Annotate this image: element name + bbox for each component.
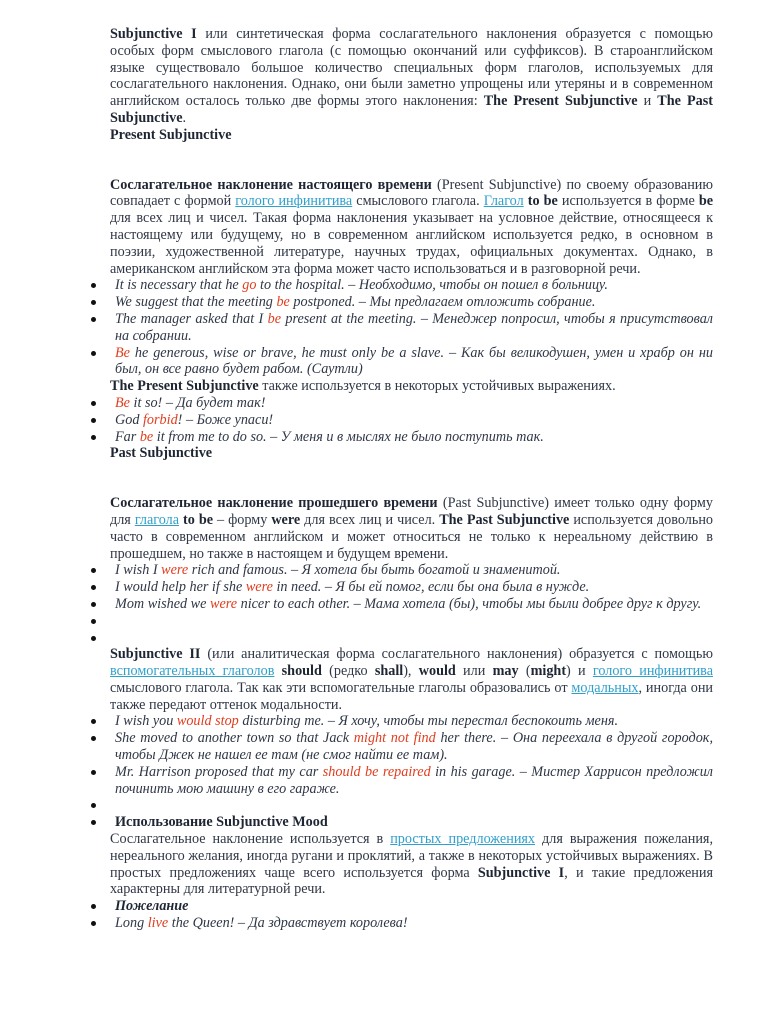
set-expressions-paragraph [110,378,713,395]
highlight-verb: might not find [353,730,436,747]
example-text: postponed. – Мы предлагаем отложить собрание. [289,294,596,311]
highlight-verb: be [276,294,290,311]
text: используется в форме [557,193,699,210]
example-text: We suggest that the meeting [115,294,277,311]
example-text: Mr. Harrison proposed that my car [115,763,323,780]
text: для выражения пожелания, нереального желания, иногда ругани и проклятий, а также в некоторых устойчивых выражениях. В простых предложениях чаще всего используется форма [110,831,713,881]
spacer [110,462,713,495]
example-item [110,596,713,613]
text: смыслового глагола. [352,193,484,210]
text: ) и [566,663,593,680]
text: используется довольно часто в современном английском и может относиться не только к нереальному действию в прошедшем, но также в настоящем и будущем времени. [110,511,714,562]
term: to be [183,511,214,528]
empty-list-item [110,630,713,647]
highlight-verb: were [161,562,189,579]
heading-present-subjunctive [110,127,713,144]
example-item [110,429,713,446]
example-text: her there. – Она переехала в другой городок, чтобы Джек не нашел ее там (не смог найти ее там). [115,730,713,764]
present-paragraph [110,177,713,278]
example-text: disturbing me. – Я хочу, чтобы ты перестал беспокоить меня. [238,713,619,730]
text: , иногда они также передают оттенок модальности. [110,679,714,713]
highlight-verb: be [139,428,154,445]
example-item [110,764,713,798]
example-text: in his garage. – Мистер Харрисон предложил починить мою машину в его гараже. [115,763,713,797]
example-text: it from me to do so. – У меня и в мыслях не было поступить так. [153,428,544,445]
heading-past-subjunctive [110,445,713,462]
example-item [110,579,713,596]
usage-heading-item [110,814,713,831]
term: be [698,193,713,210]
text: также используется в некоторых устойчивых выражениях. [258,378,616,395]
subjunctive-ii-examples-list [110,713,713,831]
example-item [110,412,713,429]
heading-text: Использование Subjunctive Mood [115,814,328,831]
text: (или аналитическая форма сослагательного наклонения) образуется с помощью [200,646,714,663]
text: (Past Subjunctive) имеет только одну форму для [110,495,713,528]
link-verb[interactable]: глагола [134,511,180,528]
example-text: in need. – Я бы ей помог, если бы она была в нужде. [272,579,590,596]
term: would [418,663,456,680]
text: , и такие предложения характерны для литературной речи. [110,864,713,898]
example-text: She moved to another town so that Jack [115,730,354,747]
text: смыслового глагола. Так как эти вспомогательные глаголы образовались от [110,679,572,696]
example-text: God [115,411,143,428]
link-bare-infinitive[interactable]: голого инфинитива [235,193,353,210]
example-text: I wish you [115,713,177,730]
intro-text: или синтетическая форма сослагательного наклонения образуется с помощью особых форм смыслового глагола (с помощью окончаний или суффиксов). В староанглийском языке существовало большое количество специальных форм глаголов, используемых для сослагательного наклонения. Однако, они были заметно упрощены или утеряны и в современном английском осталось только две формы этого наклонения: [110,26,713,110]
example-item [110,562,713,579]
example-text: I wish I [115,562,162,579]
example-text: Mom wished we [115,595,210,612]
highlight-verb: would stop [176,713,239,730]
present-examples-list [110,277,713,378]
empty-list-item [110,613,713,630]
example-text: Far [115,428,140,445]
past-paragraph [110,495,713,562]
term-subjunctive-i: Subjunctive I [110,26,197,42]
term: Сослагательное наклонение прошедшего времени [110,495,438,512]
highlight-verb: go [242,277,257,294]
usage-list [110,898,713,932]
term: Subjunctive I [477,864,565,881]
text: (редко [321,663,375,680]
link-verb[interactable]: Глагол [483,193,524,210]
example-text: ! – Боже упаси! [177,411,274,428]
text: или [455,663,493,680]
text: (Present Subjunctive) по своему образованию совпадает с формой [110,176,713,210]
wish-heading-item [110,898,713,915]
term: may [492,663,519,680]
text: ), [403,663,419,680]
highlight-verb: Be [115,344,130,361]
example-item [110,713,713,730]
empty-list-item [110,797,713,814]
intro-paragraph [110,26,713,127]
example-item [110,395,713,412]
example-item [110,311,713,345]
text: для всех лиц и чисел. Такая форма наклонения указывает на условное действие, относящееся к настоящему или будущему, но в современном английском используется редко, в основном в поэзии, художественной литературе, научных трудах, официальных документах. Однако, в американском английском эта форма может часто использоваться и в разговорной речи. [110,210,713,277]
example-text: It is necessary that he [115,277,243,294]
term: The Present Subjunctive [110,378,259,395]
highlight-verb: be [267,310,281,327]
example-text: rich and famous. – Я хотела бы быть богатой и знаменитой. [188,562,561,579]
term: were [271,511,301,528]
example-text: I would help her if she [115,579,246,596]
link-modal-verbs[interactable]: модальных [571,679,639,696]
set-expressions-list [110,395,713,445]
example-text: the Queen! – Да здравствует королева! [168,915,408,932]
example-item [110,294,713,311]
term: should [281,663,322,680]
subjunctive-ii-paragraph [110,646,713,713]
text: для всех лиц и чисел. [300,511,440,528]
example-item [110,915,713,932]
highlight-verb: were [245,579,273,596]
term: Сослагательное наклонение настоящего времени [110,176,432,193]
past-examples-list [110,562,713,646]
example-text: to the hospital. – Необходимо, чтобы он пошел в больницу. [256,277,608,294]
text: ( [518,663,531,680]
link-bare-infinitive[interactable]: голого инфинитива [592,663,713,680]
example-text: it so! – Да будет так! [129,394,266,411]
heading-text: Past Subjunctive [110,445,213,462]
highlight-verb: Be [115,394,130,411]
text: – форму [213,511,272,528]
term: to be [527,193,558,210]
text [274,663,281,679]
text: Сослагательное наклонение используется в [110,831,391,848]
conjunction: и [637,93,658,110]
term-present-subjunctive: The Present Subjunctive [483,93,638,110]
example-text: The manager asked that I [115,310,268,327]
example-text: he generous, wise or brave, he must only be a slave. – Как бы великодушен, умен и храбр он ни был, он все равно будет рабом. (Саутли) [115,344,713,378]
term: might [530,663,567,680]
example-text: present at the meeting. – Менеджер попросил, чтобы я присутствовал на собрании. [115,310,713,344]
example-item [110,345,713,379]
highlight-verb: should be repaired [322,763,431,780]
subheading-text: Пожелание [115,898,189,915]
term-past-subjunctive: The Past Subjunctive [110,93,714,126]
highlight-verb: live [147,915,169,932]
example-text: nicer to each other. – Мама хотела (бы), чтобы мы были добрее друг к другу. [237,595,702,612]
link-auxiliary-verbs[interactable]: вспомогательных глаголов [110,663,275,680]
spacer [110,144,713,177]
term: Subjunctive II [110,646,201,663]
highlight-verb: were [209,595,238,612]
punctuation: . [182,109,187,126]
example-item [110,277,713,294]
document-body [110,26,713,932]
term: shall [374,663,404,680]
heading-text: Present Subjunctive [110,126,232,143]
usage-paragraph [110,831,713,898]
link-simple-sentences[interactable]: простых предложениях [390,831,536,848]
example-text: Long [115,915,148,932]
term: The Past Subjunctive [439,511,570,528]
highlight-verb: forbid [142,411,178,428]
example-item [110,730,713,764]
